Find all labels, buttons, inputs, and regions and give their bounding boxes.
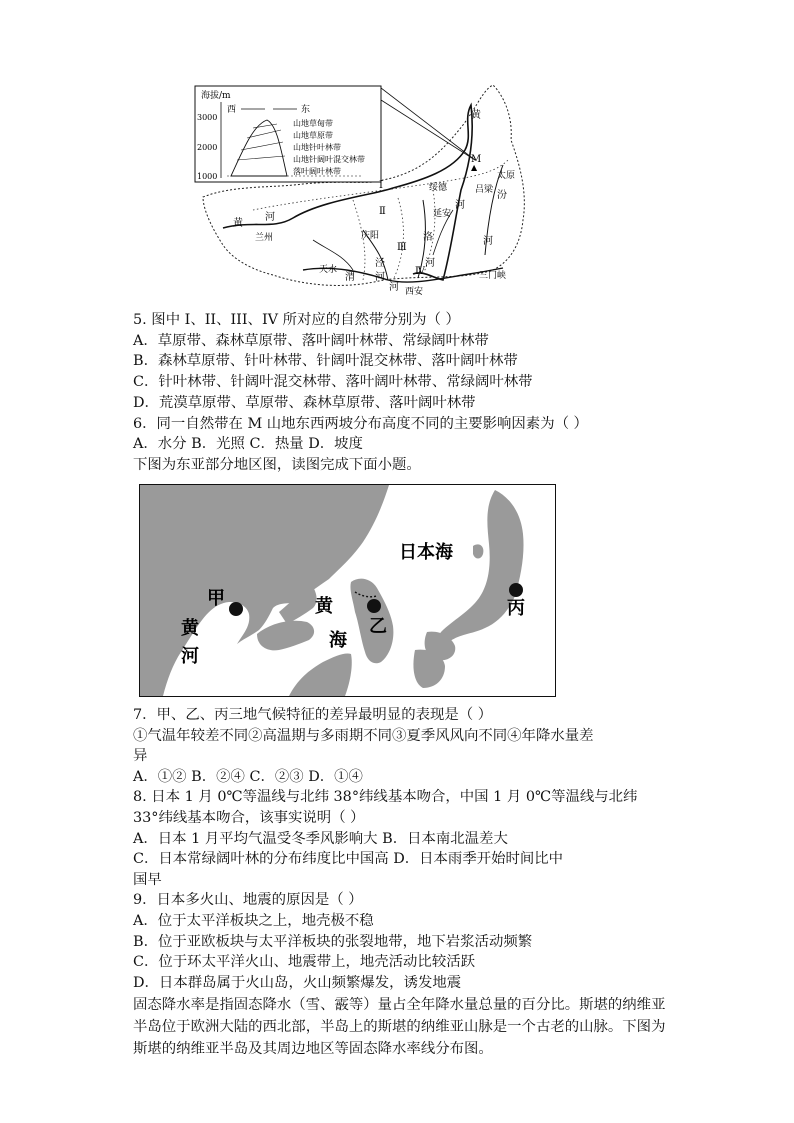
inset-belt: 山地针叶林带 <box>293 143 341 152</box>
q8-options-cont: 国早 <box>133 871 162 888</box>
q5-stem: 5. 图中 I、II、III、IV 所对应的自然带分别为（ ） <box>133 312 460 328</box>
inset-east: 东 <box>301 105 311 115</box>
zone-ii: Ⅱ <box>379 206 386 217</box>
q8-stem: 8. 日本 1 月 0℃等温线与北纬 38°纬线基本吻合，中国 1 月 0℃等温线与北纬 <box>133 789 638 806</box>
river-he-jing: 河 <box>375 272 385 283</box>
label-yi: 乙 <box>369 616 387 637</box>
inset-tick: 2000 <box>197 143 218 152</box>
city-lanzhou: 兰州 <box>255 233 274 243</box>
city-taiyuan: 太原 <box>497 171 516 181</box>
city-suide: 绥德 <box>429 183 448 193</box>
q9-option-b: B．位于亚欧板块与太平洋板块的张裂地带，地下岩浆活动频繁 <box>133 933 533 950</box>
q5-option-b: B．森林草原带、针叶林带、针阔叶混交林带、落叶阔叶林带 <box>133 353 518 370</box>
river-jing: 泾 <box>375 258 385 269</box>
label-huang: 黄 <box>471 110 481 121</box>
point-bing <box>509 583 523 597</box>
label-sea-of-japan: 日本海 <box>399 542 453 563</box>
city-yanan: 延安 <box>433 209 452 219</box>
river-wei: 渭 <box>345 272 355 283</box>
river-luo: 洛 <box>423 232 433 243</box>
city-lvliang: 吕梁 <box>475 185 494 195</box>
label-yellow-river-1: 黄 <box>181 618 199 639</box>
river-he-luo: 河 <box>425 258 435 269</box>
inset-belt: 山地草原带 <box>293 131 333 140</box>
q7-options: A．①② B．②④ C．②③ D．①④ <box>133 768 363 785</box>
q7-statements: ①气温年较差不同②高温期与多雨期不同③夏季风风向不同④年降水量差 <box>133 727 594 744</box>
q6-options: A．水分 B．光照 C．热量 D．坡度 <box>133 436 363 453</box>
inset-belt: 山地草甸带 <box>293 119 333 128</box>
q5-option-a: A．草原带、森林草原带、落叶阔叶林带、常绿阔叶林带 <box>133 332 489 349</box>
zone-i: Ⅰ <box>379 180 383 191</box>
q8-options-ab: A．日本 1 月平均气温受冬季风影响大 B．日本南北温差大 <box>133 830 508 847</box>
q9-option-a: A．位于太平洋板块之上，地壳极不稳 <box>133 912 374 929</box>
q5-option-c: C．针叶林带、针阔叶混交林带、落叶阔叶林带、常绿阔叶林带 <box>133 374 533 391</box>
q8-options-cd: C．日本常绿阔叶林的分布纬度比中国高 D．日本雨季开始时间比中 <box>133 851 564 868</box>
q9-stem: 9．日本多火山、地震的原因是（ ） <box>133 892 363 909</box>
river-he: 河 <box>455 200 465 211</box>
label-jia: 甲 <box>207 588 225 609</box>
intro-east-asia: 下图为东亚部分地区图，读图完成下面小题。 <box>133 456 421 473</box>
river-he-fen: 河 <box>483 236 493 247</box>
city-sanmenxia: 三门峡 <box>479 271 507 281</box>
river-he-left: 河 <box>265 212 275 223</box>
label-yellow-sea-1: 黄 <box>315 596 333 617</box>
q7-stem: 7．甲、乙、丙三地气候特征的差异最明显的表现是（ ） <box>133 707 493 723</box>
city-xian: 西安 <box>405 287 424 297</box>
q8-stem-cont: 33°纬线基本吻合，该事实说明（ ） <box>133 809 365 826</box>
river-huang-left: 黄 <box>233 218 243 229</box>
inset-axis-title: 海拔/m <box>201 91 231 101</box>
loess-plateau-map <box>193 80 593 302</box>
city-tianshui: 天水 <box>319 265 338 275</box>
q5-option-d: D．荒漠草原带、草原带、森林草原带、落叶阔叶林带 <box>133 394 476 411</box>
label-yellow-river-2: 河 <box>181 646 199 667</box>
point-jia <box>229 602 243 616</box>
city-qingyang: 庆阳 <box>361 231 380 241</box>
inset-belt: 落叶阔叶林带 <box>293 167 341 176</box>
east-asia-map <box>139 484 556 697</box>
intro-paragraph: 固态降水率是指固态降水（雪、霰等）量占全年降水量总量的百分比。斯堪的纳维亚半岛位于欧洲大陆的西北部，半岛上的斯堪的纳维亚山脉是一个古老的山脉。下图为斯堪的纳维亚半岛及其周边地区等固态降水率线分布图。 <box>133 997 666 1057</box>
label-m: M <box>471 154 482 165</box>
q9-option-d: D．日本群岛属于火山岛，火山频繁爆发，诱发地震 <box>133 974 462 991</box>
zone-iii: Ⅲ <box>397 242 407 253</box>
river-fen: 汾 <box>497 190 507 201</box>
point-yi <box>367 599 381 613</box>
inset-belt: 山地针阔叶混交林带 <box>293 155 365 164</box>
inset-tick: 3000 <box>197 113 218 122</box>
label-yellow-sea-2: 海 <box>329 630 347 651</box>
inset-tick: 1000 <box>197 172 218 181</box>
label-bing: 丙 <box>507 598 525 619</box>
mountain-icon: ▲ <box>471 163 478 172</box>
q9-option-c: C．位于环太平洋火山、地震带上，地壳活动比较活跃 <box>133 954 475 971</box>
q6-stem: 6．同一自然带在 M 山地东西两坡分布高度不同的主要影响因素为（ ） <box>133 415 588 432</box>
river-he-wei: 河 <box>389 282 399 293</box>
zone-iv: Ⅳ <box>415 266 425 277</box>
q7-statements-cont: 异 <box>133 748 148 765</box>
inset-west: 西 <box>227 105 237 115</box>
